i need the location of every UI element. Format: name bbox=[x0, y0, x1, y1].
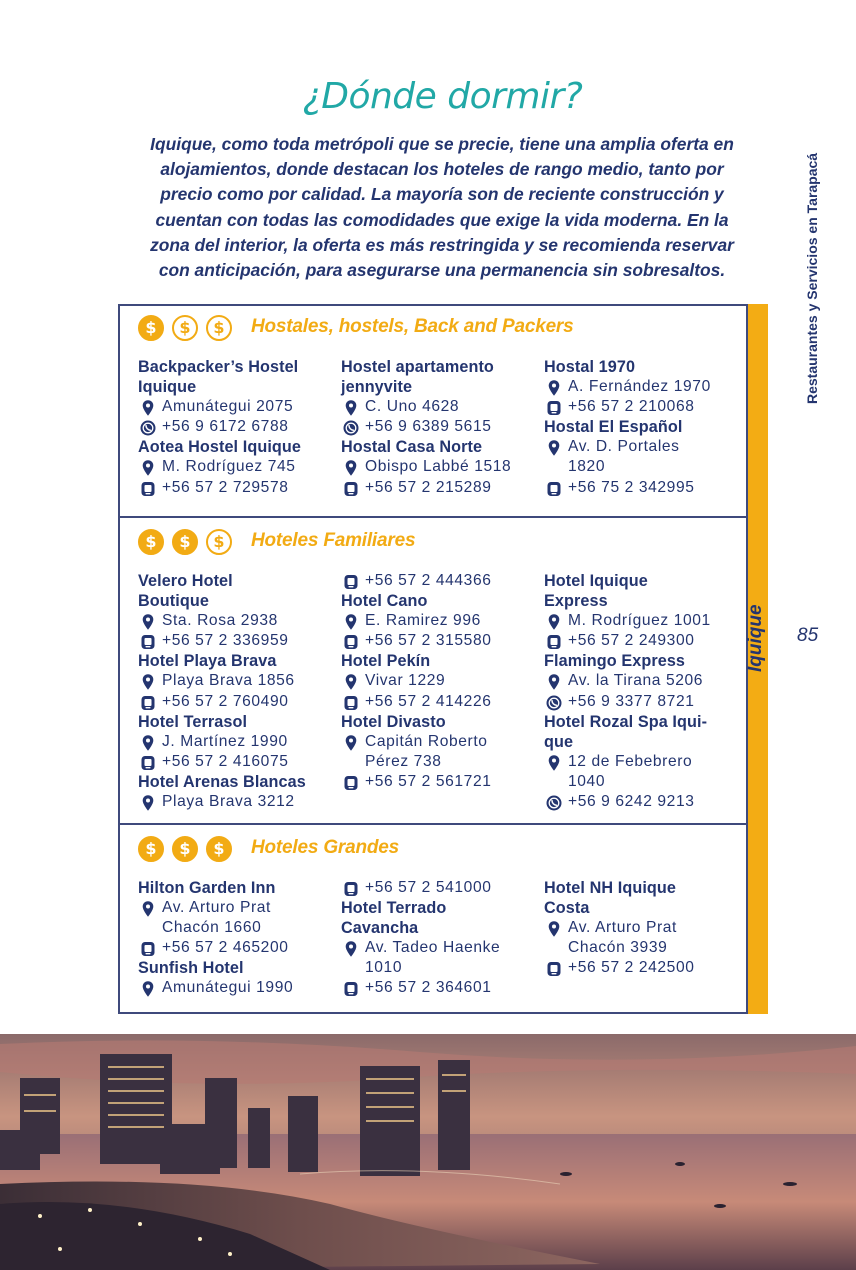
intro-line: zona del interior, la oferta es más restringida y se recomienda reservar bbox=[150, 234, 734, 255]
listing-name: Hostel apartamento bbox=[341, 358, 494, 376]
page-number: 85 bbox=[797, 625, 819, 646]
listing-name: Hostal El Español bbox=[544, 418, 683, 437]
listing-detail-text: +56 75 2 342995 bbox=[568, 478, 695, 496]
listing-whatsapp bbox=[138, 417, 334, 437]
listing-detail-text: J. Martínez 1990 bbox=[162, 732, 288, 750]
listing-column bbox=[138, 878, 334, 999]
listing-phone bbox=[138, 631, 334, 651]
dollar-coin-icon: $ bbox=[138, 529, 164, 555]
section-title: Hostales, hostels, Back and Packers bbox=[251, 316, 574, 337]
listing-detail-text: M. Rodríguez 1001 bbox=[568, 612, 711, 630]
listing-address bbox=[341, 938, 537, 958]
listing-name: Hostal Casa Norte bbox=[341, 438, 483, 457]
listing-name: Boutique bbox=[138, 592, 209, 611]
listing-name: Aotea Hostel Iquique bbox=[138, 438, 301, 457]
listing-detail-text: Playa Brava 3212 bbox=[162, 793, 295, 811]
intro-line: precio como por calidad. La mayoría son de reciente construcción y bbox=[160, 184, 724, 205]
listing-column bbox=[544, 357, 740, 498]
listing-address bbox=[138, 792, 334, 812]
intro-line: cuentan con todas las comodidades que exige la vida moderna. En la bbox=[155, 209, 729, 230]
listing-name: Hotel Terrado bbox=[341, 899, 447, 918]
listing-detail-text: 1010 bbox=[365, 959, 403, 977]
listing-phone bbox=[138, 938, 334, 958]
dollar-coin-icon: $ bbox=[138, 315, 164, 341]
listing-whatsapp bbox=[341, 417, 537, 437]
listing-detail-continued bbox=[544, 772, 740, 792]
listing-address bbox=[138, 732, 334, 752]
listing-detail-text: +56 9 6242 9213 bbox=[568, 793, 695, 811]
listing-detail-text: M. Rodríguez 745 bbox=[162, 458, 296, 476]
listing-column bbox=[544, 878, 740, 978]
listing-name: Hotel Rozal Spa Iqui- bbox=[544, 712, 708, 731]
listing-detail-text: +56 57 2 315580 bbox=[365, 632, 492, 650]
listing-detail-text: E. Ramirez 996 bbox=[365, 612, 481, 630]
divider bbox=[118, 304, 120, 1014]
listing-whatsapp bbox=[544, 692, 740, 712]
listing-address bbox=[544, 437, 740, 457]
listing-address bbox=[341, 457, 537, 477]
listing-name: Hotel Arenas Blancas bbox=[138, 772, 306, 791]
listing-name: Express bbox=[544, 592, 608, 611]
listing-detail-text: Av. Arturo Prat bbox=[568, 919, 677, 937]
listing-phone bbox=[544, 958, 740, 978]
listing-detail-text: +56 57 2 249300 bbox=[568, 632, 695, 650]
listing-detail-continued bbox=[341, 958, 537, 978]
intro-paragraph bbox=[122, 132, 762, 283]
city-tab-text: Iquique bbox=[745, 604, 766, 672]
dollar-coin-icon: $ bbox=[172, 836, 198, 862]
listing-detail-text: A. Fernández 1970 bbox=[568, 378, 711, 396]
listing-name: Costa bbox=[544, 899, 590, 918]
listing-name: Hotel Cano bbox=[341, 592, 428, 611]
listing-address bbox=[138, 611, 334, 631]
listing-address bbox=[544, 918, 740, 938]
dollar-coin-icon: $ bbox=[138, 836, 164, 862]
divider bbox=[118, 516, 748, 518]
listing-column bbox=[544, 571, 740, 812]
listing-address bbox=[341, 611, 537, 631]
listing-detail-text: 1820 bbox=[568, 458, 606, 476]
listing-name: Hilton Garden Inn bbox=[138, 879, 276, 897]
listing-detail-text: Chacón 3939 bbox=[568, 939, 668, 957]
listing-address bbox=[138, 898, 334, 918]
listing-address bbox=[544, 611, 740, 631]
listing-detail-text: +56 57 2 364601 bbox=[365, 979, 492, 997]
listing-address bbox=[544, 377, 740, 397]
listing-column bbox=[138, 357, 334, 498]
listing-detail-text: +56 57 2 561721 bbox=[365, 772, 492, 790]
listing-detail-text: Sta. Rosa 2938 bbox=[162, 612, 278, 630]
listing-detail-text: +56 57 2 444366 bbox=[365, 572, 492, 589]
listing-detail-text: +56 57 2 760490 bbox=[162, 692, 289, 710]
listing-detail-text: +56 57 2 336959 bbox=[162, 632, 289, 650]
listing-detail-continued bbox=[341, 752, 537, 772]
listing-phone bbox=[544, 478, 740, 498]
listing-name: Hotel NH Iquique bbox=[544, 879, 676, 897]
listing-phone bbox=[341, 978, 537, 998]
listing-phone bbox=[341, 571, 537, 591]
listing-whatsapp bbox=[544, 792, 740, 812]
listing-detail-text: Amunátegui 1990 bbox=[162, 979, 294, 997]
listing-phone bbox=[341, 692, 537, 712]
listing-address bbox=[341, 397, 537, 417]
listing-detail-text: +56 57 2 416075 bbox=[162, 752, 289, 770]
listing-detail-text: Capitán Roberto bbox=[365, 732, 488, 750]
divider bbox=[118, 304, 768, 306]
listing-detail-text: +56 9 6389 5615 bbox=[365, 418, 492, 436]
listing-detail-text: +56 57 2 210068 bbox=[568, 398, 695, 416]
listing-phone bbox=[341, 772, 537, 792]
listing-detail-text: +56 57 2 729578 bbox=[162, 478, 289, 496]
listing-detail-text: Av. D. Portales bbox=[568, 438, 680, 456]
listing-detail-text: +56 57 2 541000 bbox=[365, 879, 492, 896]
listing-address bbox=[341, 671, 537, 691]
listing-phone bbox=[138, 478, 334, 498]
dollar-coin-icon: $ bbox=[172, 529, 198, 555]
section-title: Hoteles Grandes bbox=[251, 837, 399, 858]
listing-detail-text: Obispo Labbé 1518 bbox=[365, 458, 512, 476]
listing-detail-text: Chacón 1660 bbox=[162, 919, 262, 937]
listing-name: Hotel Divasto bbox=[341, 712, 446, 731]
listing-phone bbox=[341, 631, 537, 651]
dollar-coin-icon: $ bbox=[206, 315, 232, 341]
listing-detail-continued bbox=[544, 457, 740, 477]
listing-name: que bbox=[544, 732, 574, 751]
listing-detail-text: +56 57 2 215289 bbox=[365, 478, 492, 496]
listing-phone bbox=[544, 631, 740, 651]
listing-address bbox=[544, 671, 740, 691]
listing-name: Iquique bbox=[138, 378, 197, 397]
listing-address bbox=[138, 978, 334, 998]
listing-detail-continued bbox=[138, 918, 334, 938]
listing-detail-continued bbox=[544, 938, 740, 958]
listing-detail-text: 1040 bbox=[568, 772, 606, 790]
dollar-coin-icon: $ bbox=[206, 529, 232, 555]
listing-name: Sunfish Hotel bbox=[138, 959, 244, 978]
section-header bbox=[138, 836, 738, 864]
side-running-title-text: Restaurantes y Servicios en Tarapacá bbox=[804, 152, 820, 404]
listing-phone bbox=[544, 397, 740, 417]
listing-name: jennyvite bbox=[341, 378, 413, 397]
listing-name: Hotel Terrasol bbox=[138, 712, 248, 731]
city-skyline-photo bbox=[0, 1034, 856, 1270]
listing-name: Velero Hotel bbox=[138, 572, 233, 590]
listing-detail-text: +56 57 2 465200 bbox=[162, 939, 289, 957]
listing-address bbox=[138, 457, 334, 477]
listing-detail-text: +56 57 2 242500 bbox=[568, 959, 695, 977]
listing-detail-text: +56 9 3377 8721 bbox=[568, 692, 695, 710]
intro-line: alojamientos, donde destacan los hoteles de rango medio, tanto por bbox=[160, 159, 724, 180]
intro-line: Iquique, como toda metrópoli que se precie, tiene una amplia oferta en bbox=[150, 134, 734, 154]
divider bbox=[118, 823, 748, 825]
listing-column bbox=[138, 571, 334, 812]
intro-line: con anticipación, para asegurarse una permanencia sin sobresaltos. bbox=[158, 260, 726, 281]
section-title: Hoteles Familiares bbox=[251, 530, 416, 551]
listing-detail-text: C. Uno 4628 bbox=[365, 398, 460, 416]
dollar-coin-icon: $ bbox=[206, 836, 232, 862]
listing-detail-text: Pérez 738 bbox=[365, 752, 442, 770]
listing-name: Backpacker’s Hostel bbox=[138, 358, 299, 376]
dollar-coin-icon: $ bbox=[172, 315, 198, 341]
listing-address bbox=[544, 752, 740, 772]
listing-phone bbox=[341, 478, 537, 498]
listing-name: Flamingo Express bbox=[544, 652, 686, 671]
listing-phone bbox=[138, 752, 334, 772]
listing-detail-text: Vivar 1229 bbox=[365, 672, 446, 690]
accommodation-listing bbox=[118, 304, 768, 1014]
listing-address bbox=[138, 671, 334, 691]
listing-name: Hotel Iquique bbox=[544, 572, 648, 590]
section-header bbox=[138, 315, 738, 343]
listing-detail-text: +56 9 6172 6788 bbox=[162, 418, 289, 436]
listing-address bbox=[341, 732, 537, 752]
listing-name: Hostal 1970 bbox=[544, 358, 636, 376]
listing-column bbox=[341, 571, 537, 792]
listing-column bbox=[341, 357, 537, 498]
listing-name: Cavancha bbox=[341, 919, 419, 938]
section-header bbox=[138, 529, 738, 557]
listing-detail-text: Av. la Tirana 5206 bbox=[568, 672, 704, 690]
divider bbox=[118, 1012, 768, 1014]
listing-name: Hotel Playa Brava bbox=[138, 652, 277, 671]
listing-detail-text: Playa Brava 1856 bbox=[162, 672, 295, 690]
listing-detail-text: +56 57 2 414226 bbox=[365, 692, 492, 710]
listing-column bbox=[341, 878, 537, 999]
listing-detail-text: 12 de Febebrero bbox=[568, 752, 693, 770]
listing-name: Hotel Pekín bbox=[341, 652, 431, 671]
listing-phone bbox=[138, 692, 334, 712]
listing-address bbox=[138, 397, 334, 417]
listing-detail-text: Av. Arturo Prat bbox=[162, 899, 271, 917]
listing-detail-text: Amunátegui 2075 bbox=[162, 398, 294, 416]
listing-phone bbox=[341, 878, 537, 898]
listing-detail-text: Av. Tadeo Haenke bbox=[365, 939, 501, 957]
page-title: ¿Dónde dormir? bbox=[302, 76, 583, 117]
